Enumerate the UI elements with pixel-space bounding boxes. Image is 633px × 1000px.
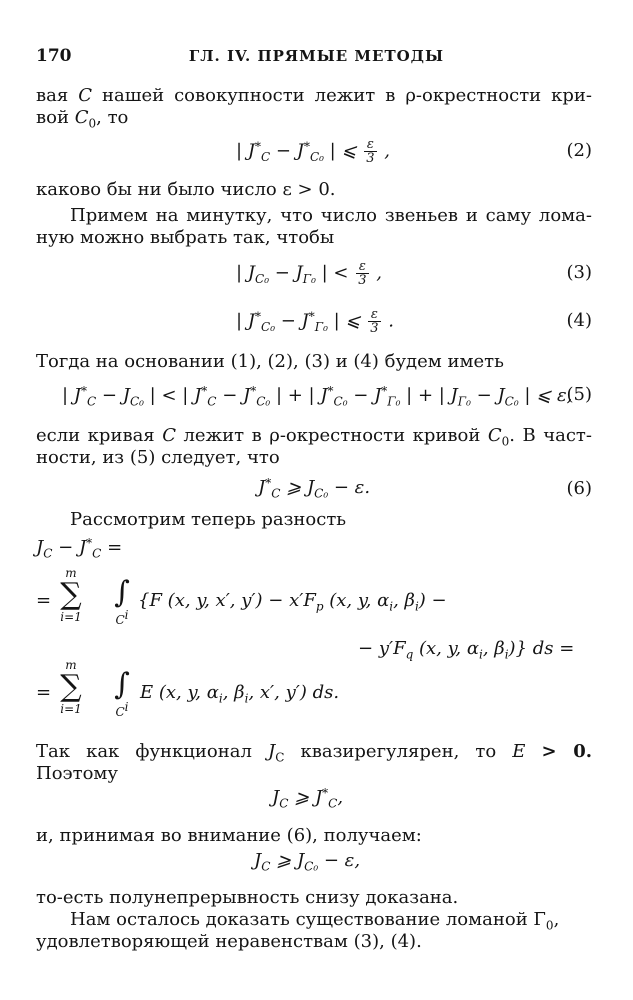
formula-sum-2-body: E (x, y, $\alpha_i$, $\beta_i$, x′, y′) ds. [140, 682, 340, 706]
text-line-2: вой $C_0$, то [36, 107, 129, 131]
text-line-8: ности, из (5) следует, что [36, 447, 280, 468]
text-line-1: вая C нашей совокупности лежит в ρ-окрестности кри- [36, 85, 592, 106]
sum-sign-2: m ∑ i=1 [60, 658, 82, 716]
formula-sum-1: = [36, 590, 52, 611]
equation-4: | $J^*_{C_0} - J^*_{\Gamma_0}$ | ⩽ $\frac{\varepsilon}{3}$ . (4) [236, 307, 592, 336]
text-line-12: и, принимая во внимание (6), получаем: [36, 825, 422, 846]
formula-difference-lhs: $J_C - J^*_C$ = [36, 536, 123, 561]
equation-6: $J^*_C$ ⩾ $J_{C_0} - \varepsilon$. (6) [258, 476, 592, 501]
page-number: 170 [36, 46, 72, 66]
equation-number-4: (4) [566, 310, 592, 331]
text-line-10: Так как функционал $J_C$ квазирегулярен, то E > 0. [36, 741, 592, 765]
text-line-14: Нам осталось доказать существование ломаной $\Gamma_0$, [70, 909, 560, 933]
equation-5: | $J^*_C - J_{C_0}$ | < | $J^*_C - J^*_{C_0}$ | + | $J^*_{C_0} - J^*_{\Gamma_0}$ | + | $J_{\Gamma_0} - J_{C_0}$ | ⩽ ε, (5) [62, 384, 592, 409]
formula-final: $J_C$ ⩾ $J_{C_0} - \varepsilon$, [254, 850, 361, 874]
integral-sign-2: ∫ $C^i$ [114, 667, 130, 719]
running-title: ГЛ. IV. ПРЯМЫЕ МЕТОДЫ [188, 47, 445, 65]
text-line-7: если кривая C лежит в ρ-окрестности кривой $C_0$. В част- [36, 425, 592, 449]
formula-sum-1-cont: − $y'F_q$ (x, y, $\alpha_i$, $\beta_i$)} ds = [358, 638, 575, 662]
equation-3: | $J_{C_0} - J_{\Gamma_0}$ | < $\frac{\varepsilon}{3}$ , (3) [236, 259, 592, 288]
equation-number-3: (3) [566, 262, 592, 283]
equation-number-5: (5) [566, 384, 592, 405]
integral-sign-1: ∫ $C^i$ [114, 575, 130, 627]
text-line-5: ную можно выбрать так, чтобы [36, 227, 335, 248]
equation-number-6: (6) [566, 478, 592, 499]
page-header [36, 46, 597, 70]
sum-sign-1: m ∑ i=1 [60, 566, 82, 624]
text-line-3: каково бы ни было число ε > 0. [36, 179, 336, 200]
text-line-4: Примем на минутку, что число звеньев и саму лома- [70, 205, 592, 226]
text-line-11: Поэтому [36, 763, 119, 784]
text-line-6: Тогда на основании (1), (2), (3) и (4) будем иметь [36, 351, 504, 372]
text-line-15: удовлетворяющей неравенствам (3), (4). [36, 931, 422, 952]
text-line-13: то-есть полунепрерывность снизу доказана. [36, 887, 459, 908]
formula-sum-1-body: {F (x, y, x′, $y') - x'F_p$ (x, y, $\alpha_i$, $\beta_i$) − [138, 590, 447, 614]
formula-jc-ge-jc-star: $J_C$ ⩾ $J^*_C$, [272, 786, 344, 811]
text-line-9: Рассмотрим теперь разность [70, 509, 347, 530]
equation-number-2: (2) [566, 140, 592, 161]
formula-sum-2: = [36, 682, 52, 703]
equation-2: | $J^*_C - J^*_{C_0}$ | ⩽ $\frac{\varepsilon}{3}$ , (2) [236, 137, 592, 166]
